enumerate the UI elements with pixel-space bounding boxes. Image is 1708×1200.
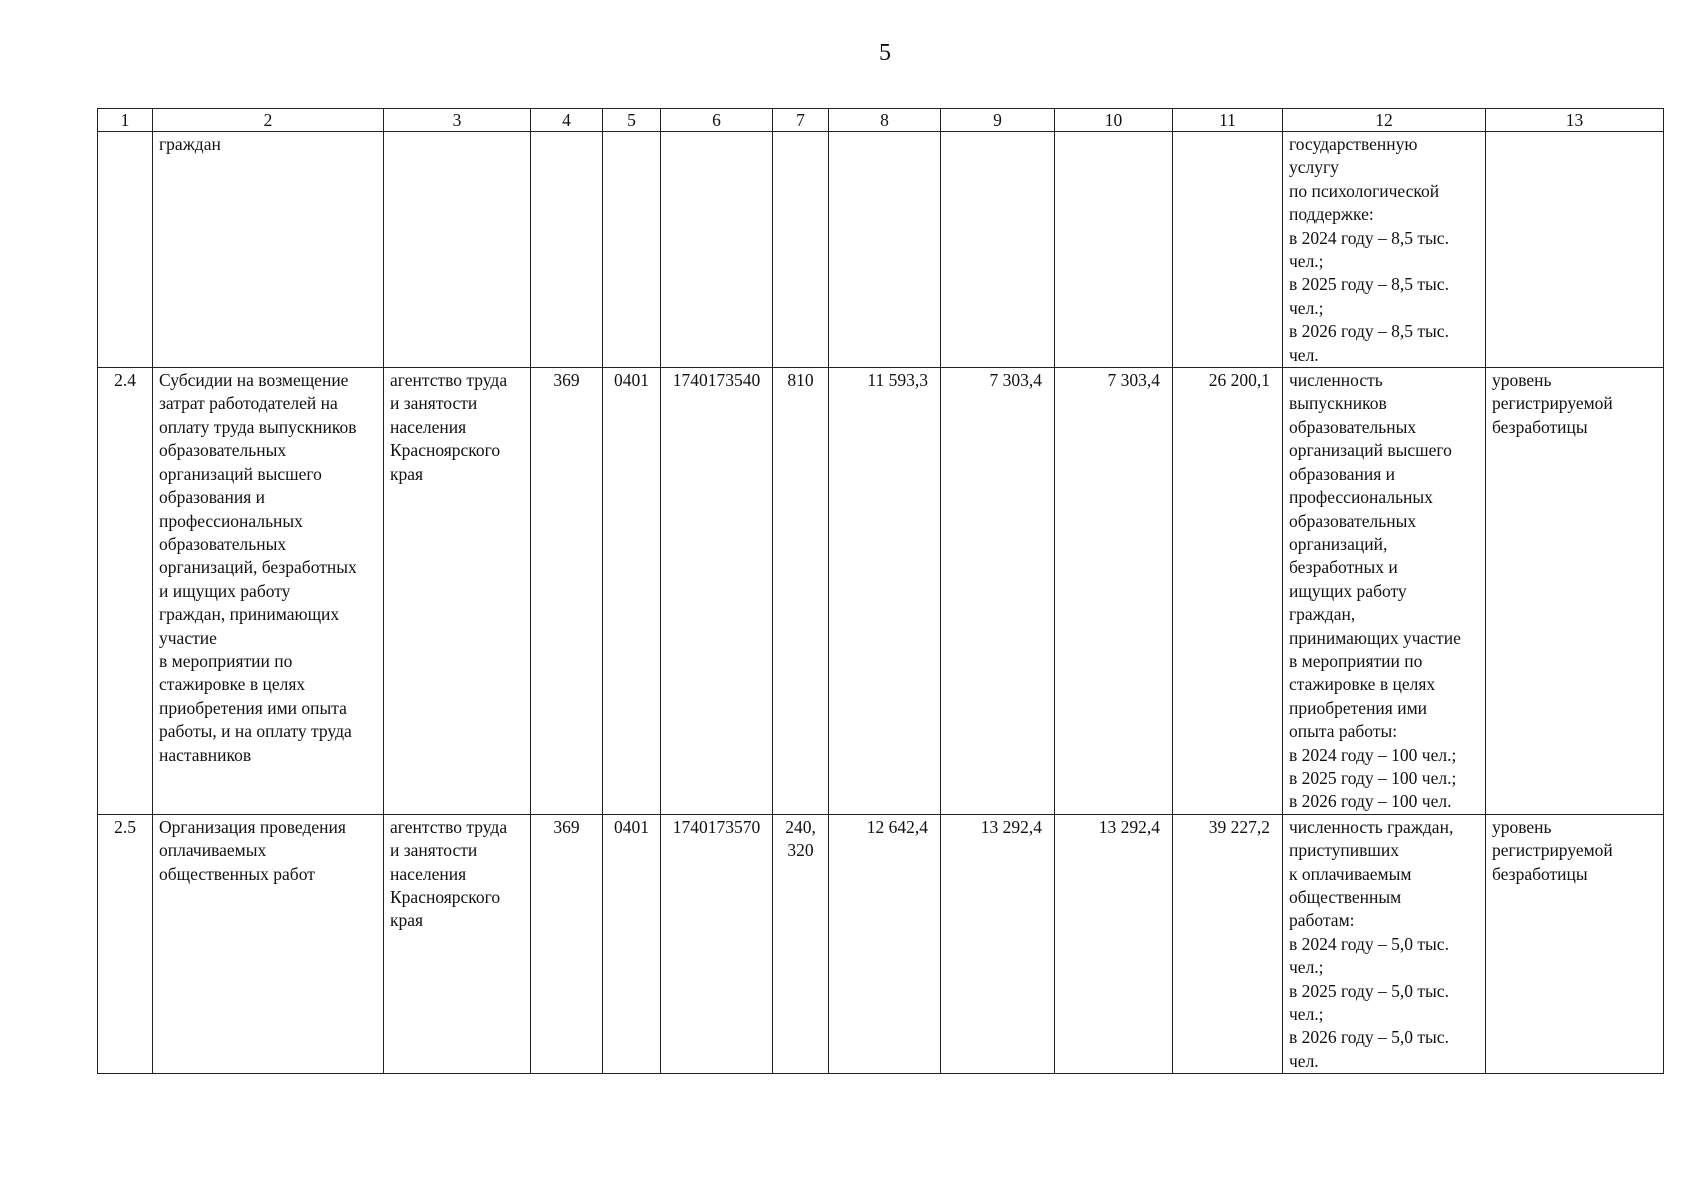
column-number: 3 [384, 109, 531, 132]
item-number: 2.4 [98, 368, 153, 815]
budget-code-target: 1740173570 [661, 814, 773, 1073]
responsible-agency: агентство труда и занятости населения Красноярского края [384, 814, 531, 1073]
budget-code-expense-type [773, 132, 829, 368]
responsible-agency [384, 132, 531, 368]
column-number: 9 [941, 109, 1055, 132]
column-number: 2 [153, 109, 384, 132]
column-number: 13 [1486, 109, 1664, 132]
budget-code-target [661, 132, 773, 368]
column-number: 1 [98, 109, 153, 132]
page-number: 5 [879, 40, 891, 66]
amount-year-2: 13 292,4 [941, 814, 1055, 1073]
activity-name: граждан [153, 132, 384, 368]
column-number: 8 [829, 109, 941, 132]
target-indicator [1486, 132, 1664, 368]
expected-result: численность выпускников образовательных организаций высшего образования и профессиональных образовательных организаций, безработных и ищущих работу граждан, принимающих участие в мероприятии по стажировке в целях приобретения ими опыта работы: в 2024 году – 100 чел.; в 2025 году – 100 чел.; в 2026 году – 100 чел. [1283, 368, 1486, 815]
item-number [98, 132, 153, 368]
amount-total: 26 200,1 [1173, 368, 1283, 815]
column-number: 7 [773, 109, 829, 132]
column-number: 11 [1173, 109, 1283, 132]
column-number: 12 [1283, 109, 1486, 132]
column-number-header-row [98, 109, 1664, 132]
amount-year-1: 12 642,4 [829, 814, 941, 1073]
program-activities-table [97, 108, 1664, 1074]
budget-code-grbs: 369 [531, 368, 603, 815]
amount-year-2 [941, 132, 1055, 368]
table-row [98, 132, 1664, 368]
activity-name: Субсидии на возмещение затрат работодателей на оплату труда выпускников образовательных организаций высшего образования и профессиональных образовательных организаций, безработных и ищущих работу граждан, принимающих участие в мероприятии по стажировке в целях приобретения ими опыта работы, и на оплату труда наставников [153, 368, 384, 815]
budget-code-section: 0401 [603, 814, 661, 1073]
budget-code-section [603, 132, 661, 368]
amount-year-3: 13 292,4 [1055, 814, 1173, 1073]
amount-year-1: 11 593,3 [829, 368, 941, 815]
table-row [98, 814, 1664, 1073]
amount-year-2: 7 303,4 [941, 368, 1055, 815]
activity-name: Организация проведения оплачиваемых общественных работ [153, 814, 384, 1073]
column-number: 6 [661, 109, 773, 132]
responsible-agency: агентство труда и занятости населения Красноярского края [384, 368, 531, 815]
budget-code-section: 0401 [603, 368, 661, 815]
amount-year-3 [1055, 132, 1173, 368]
column-number: 10 [1055, 109, 1173, 132]
amount-total: 39 227,2 [1173, 814, 1283, 1073]
amount-total [1173, 132, 1283, 368]
budget-code-expense-type: 240, 320 [773, 814, 829, 1073]
item-number: 2.5 [98, 814, 153, 1073]
target-indicator: уровень регистрируемой безработицы [1486, 814, 1664, 1073]
expected-result: численность граждан, приступивших к оплачиваемым общественным работам: в 2024 году – 5,0 тыс. чел.; в 2025 году – 5,0 тыс. чел.; в 2026 году – 5,0 тыс. чел. [1283, 814, 1486, 1073]
budget-code-grbs [531, 132, 603, 368]
budget-code-grbs: 369 [531, 814, 603, 1073]
column-number: 4 [531, 109, 603, 132]
amount-year-1 [829, 132, 941, 368]
amount-year-3: 7 303,4 [1055, 368, 1173, 815]
column-number: 5 [603, 109, 661, 132]
budget-code-target: 1740173540 [661, 368, 773, 815]
budget-code-expense-type: 810 [773, 368, 829, 815]
target-indicator: уровень регистрируемой безработицы [1486, 368, 1664, 815]
table-row [98, 368, 1664, 815]
expected-result: государственную услугу по психологической поддержке: в 2024 году – 8,5 тыс. чел.; в 2025 году – 8,5 тыс. чел.; в 2026 году – 8,5 тыс. чел. [1283, 132, 1486, 368]
